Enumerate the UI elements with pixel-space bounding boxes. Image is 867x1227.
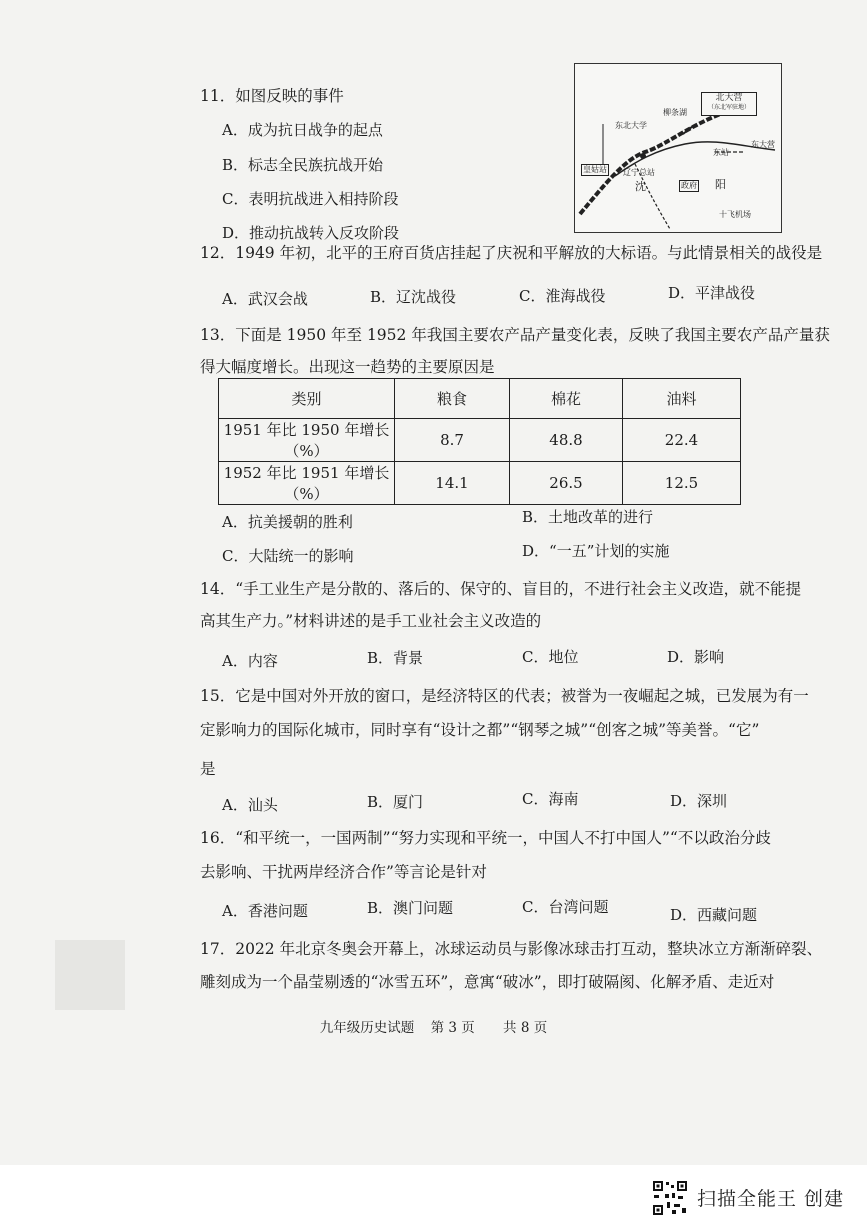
q13-stem-line1: 13．下面是 1950 年至 1952 年我国主要农产品产量变化表，反映了我国主要农产品产量获 [200, 326, 830, 344]
map-railways [575, 64, 780, 231]
q14-option-a: A．内容 [222, 652, 278, 670]
table-cell: 1951 年比 1950 年增长（%） [219, 419, 395, 462]
q17-stem-line2: 雕刻成为一个晶莹剔透的“冰雪五环”，意寓“破冰”，即打破隔阂、化解矛盾、走近对 [200, 973, 775, 991]
q17-stem-line1: 17．2022 年北京冬奥会开幕上，冰球运动员与影像冰球击打互动，整块冰立方渐渐碎裂、 [200, 940, 823, 958]
footer-title: 九年级历史试题 [319, 1020, 415, 1036]
map-label-liutiaohu: 柳条湖 [663, 108, 687, 117]
q15-stem-line2: 定影响力的国际化城市，同时享有“设计之都”“钢琴之城”“创客之城”等美誉。“它” [200, 721, 760, 739]
q13-stem-line2: 得大幅度增长。出现这一趋势的主要原因是 [200, 358, 495, 376]
page-footer [0, 1016, 867, 1036]
q12-option-a: A．武汉会战 [222, 290, 308, 308]
table-cell: 48.8 [510, 419, 623, 462]
map-label-yang: 阳 [715, 178, 726, 191]
q14-option-d: D．影响 [667, 648, 725, 666]
q11-stem: 11．如图反映的事件 [200, 87, 344, 105]
map-label-beidaying-text: 北大营 [715, 93, 743, 103]
q11-option-a: A．成为抗日战争的起点 [222, 121, 383, 139]
scanner-watermark: 扫描全能王 创建 [697, 1188, 845, 1210]
scan-smudge [55, 940, 125, 1010]
table-cell: 26.5 [510, 462, 623, 505]
mukden-incident-map [574, 63, 782, 233]
table-cell: 12.5 [623, 462, 741, 505]
q14-option-b: B．背景 [367, 649, 424, 667]
map-label-airport: 十飞机场 [719, 210, 751, 219]
q15-stem-line3: 是 [200, 760, 216, 778]
q15-option-c: C．海南 [522, 790, 579, 808]
q16-stem-line1: 16．“和平统一，一国两制”“努力实现和平统一，中国人不打中国人”“不以政治分歧 [200, 829, 771, 847]
q15-stem-line1: 15．它是中国对外开放的窗口，是经济特区的代表；被誉为一夜崛起之城，已发展为有一 [200, 687, 809, 705]
map-label-zhengfu: 政府 [681, 181, 697, 190]
q16-option-c: C．台湾问题 [522, 898, 609, 916]
q11-option-b: B．标志全民族抗战开始 [222, 156, 384, 174]
q13-option-b: B．土地改革的进行 [522, 508, 654, 526]
table-header-cell: 粮食 [395, 379, 510, 419]
table-row [219, 462, 741, 505]
map-label-dongdaying: 东大营 [751, 140, 775, 149]
table-header-cell: 类别 [219, 379, 395, 419]
q15-option-b: B．厦门 [367, 793, 424, 811]
q15-option-d: D．深圳 [670, 792, 728, 810]
table-cell: 8.7 [395, 419, 510, 462]
q15-option-a: A．汕头 [222, 796, 278, 814]
table-header-row [219, 379, 741, 419]
q11-option-d: D．推动抗战转入反攻阶段 [222, 224, 400, 242]
q13-option-d: D．“一五”计划的实施 [522, 542, 670, 560]
map-label-beidaying [701, 92, 757, 116]
q13-production-table [218, 378, 741, 505]
q13-option-a: A．抗美援朝的胜利 [222, 513, 353, 531]
footer-total: 共 8 页 [503, 1020, 548, 1036]
map-label-shen: 沈 [635, 180, 646, 193]
q14-option-c: C．地位 [522, 648, 579, 666]
q16-option-a: A．香港问题 [222, 902, 308, 920]
q12-stem: 12．1949 年初，北平的王府百货店挂起了庆祝和平解放的大标语。与此情景相关的战役是 [200, 244, 823, 262]
map-label-dongbei-daxue: 东北大学 [615, 121, 647, 130]
q12-option-d: D．平津战役 [668, 284, 756, 302]
table-cell: 1952 年比 1951 年增长（%） [219, 462, 395, 505]
q12-option-b: B．辽沈战役 [370, 288, 457, 306]
map-label-beidaying-note: （东北军驻地） [707, 104, 750, 111]
q12-option-c: C．淮海战役 [519, 287, 606, 305]
q16-option-d: D．西藏问题 [670, 906, 758, 924]
q14-stem-line2: 高其生产力。”材料讲述的是手工业社会主义改造的 [200, 612, 542, 630]
map-label-dongzhan: 东站 [713, 148, 729, 157]
q11-option-c: C．表明抗战进入相持阶段 [222, 190, 399, 208]
table-header-cell: 油料 [623, 379, 741, 419]
table-header-cell: 棉花 [510, 379, 623, 419]
map-label-liaoning-zhan: 辽宁总站 [623, 168, 655, 177]
q14-stem-line1: 14．“手工业生产是分散的、落后的、保守的、盲目的，不进行社会主义改造，就不能提 [200, 580, 802, 598]
q13-option-c: C．大陆统一的影响 [222, 547, 354, 565]
table-cell: 14.1 [395, 462, 510, 505]
q16-option-b: B．澳门问题 [367, 899, 454, 917]
table-cell: 22.4 [623, 419, 741, 462]
table-row [219, 419, 741, 462]
q16-stem-line2: 去影响、干扰两岸经济合作”等言论是针对 [200, 863, 487, 881]
footer-page: 第 3 页 [430, 1020, 475, 1036]
qr-code-icon [652, 1180, 688, 1216]
map-label-huangguzhan: 皇姑站 [583, 165, 607, 174]
